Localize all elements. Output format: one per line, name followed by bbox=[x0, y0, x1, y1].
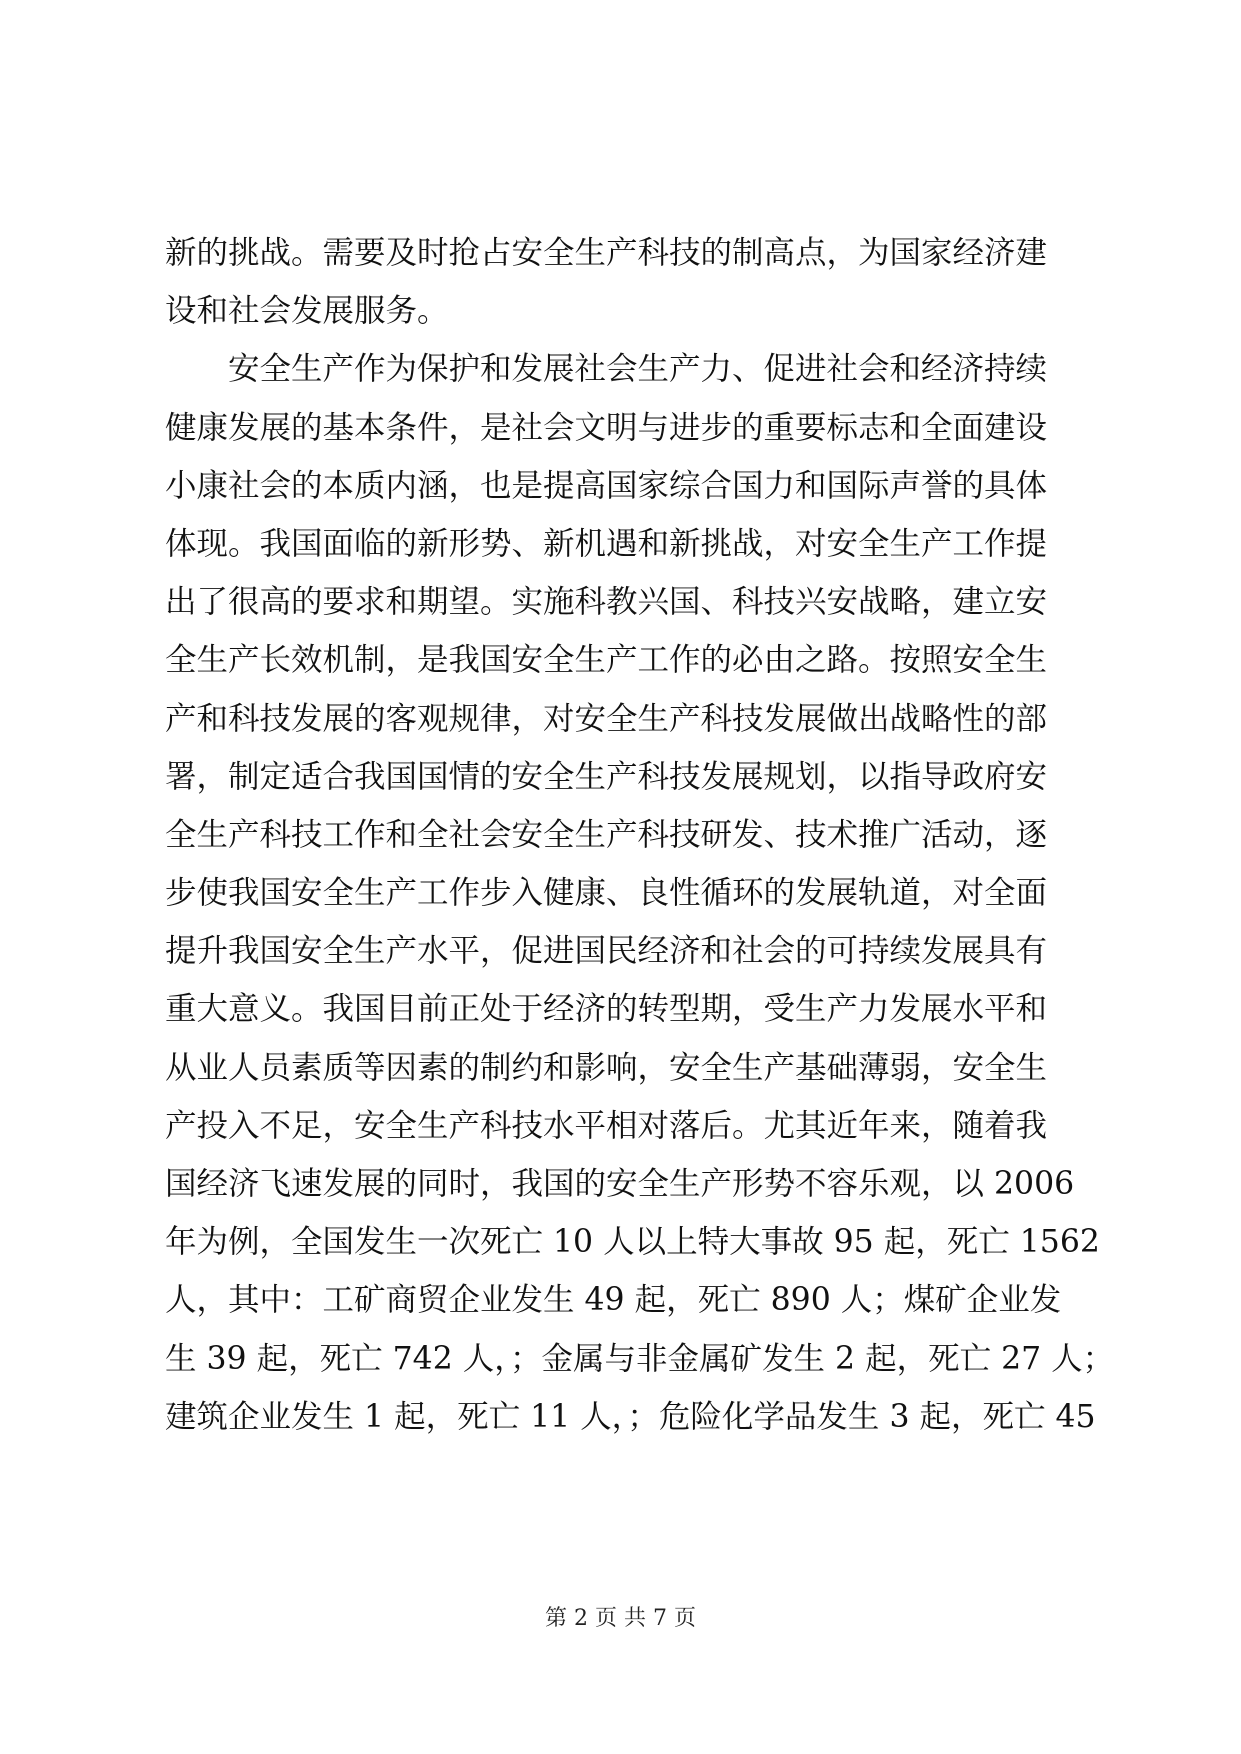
text-line: 产和科技发展的客观规律，对安全生产科技发展做出战略性的部 bbox=[165, 700, 1048, 737]
text-line: 新的挑战。需要及时抢占安全生产科技的制高点，为国家经济建 bbox=[165, 235, 1048, 271]
text-line: 出了很高的要求和期望。实施科教兴国、科技兴安战略，建立安 bbox=[165, 584, 1048, 621]
text-line: 建筑企业发生 1 起，死亡 11 人，；危险化学品发生 3 起，死亡 45 bbox=[165, 1398, 1096, 1435]
text-line: 体现。我国面临的新形势、新机遇和新挑战，对安全生产工作提 bbox=[165, 525, 1048, 562]
text-line: 全生产科技工作和全社会安全生产科技研发、技术推广活动，逐 bbox=[165, 816, 1048, 853]
text-line: 国经济飞速发展的同时，我国的安全生产形势不容乐观，以 2006 bbox=[165, 1166, 1075, 1202]
paragraph-start-line: 安全生产作为保护和发展社会生产力、促进社会和经济持续 bbox=[228, 351, 1048, 388]
text-line: 设和社会发展服务。 bbox=[165, 293, 449, 330]
text-line: 全生产长效机制，是我国安全生产工作的必由之路。按照安全生 bbox=[165, 642, 1048, 679]
text-line: 年为例，全国发生一次死亡 10 人以上特大事故 95 起，死亡 1562 bbox=[165, 1224, 1100, 1261]
text-line: 从业人员素质等因素的制约和影响，安全生产基础薄弱，安全生 bbox=[165, 1049, 1048, 1086]
text-line: 署，制定适合我国国情的安全生产科技发展规划，以指导政府安 bbox=[165, 758, 1048, 795]
text-line: 生 39 起，死亡 742 人，；金属与非金属矿发生 2 起，死亡 27 人； bbox=[165, 1340, 1115, 1377]
text-line: 产投入不足，安全生产科技水平相对落后。尤其近年来，随着我 bbox=[165, 1107, 1048, 1144]
body-text bbox=[165, 224, 1115, 1446]
text-line: 健康发展的基本条件，是社会文明与进步的重要标志和全面建设 bbox=[165, 409, 1048, 446]
text-line: 人，其中：工矿商贸企业发生 49 起，死亡 890 人；煤矿企业发 bbox=[165, 1282, 1062, 1319]
text-line: 小康社会的本质内涵，也是提高国家综合国力和国际声誉的具体 bbox=[165, 467, 1048, 504]
text-line: 提升我国安全生产水平，促进国民经济和社会的可持续发展具有 bbox=[165, 933, 1048, 970]
text-line: 重大意义。我国目前正处于经济的转型期，受生产力发展水平和 bbox=[165, 991, 1048, 1028]
text-line: 步使我国安全生产工作步入健康、良性循环的发展轨道，对全面 bbox=[165, 875, 1048, 912]
page-indicator: 第 2 页 共 7 页 bbox=[545, 1606, 696, 1631]
